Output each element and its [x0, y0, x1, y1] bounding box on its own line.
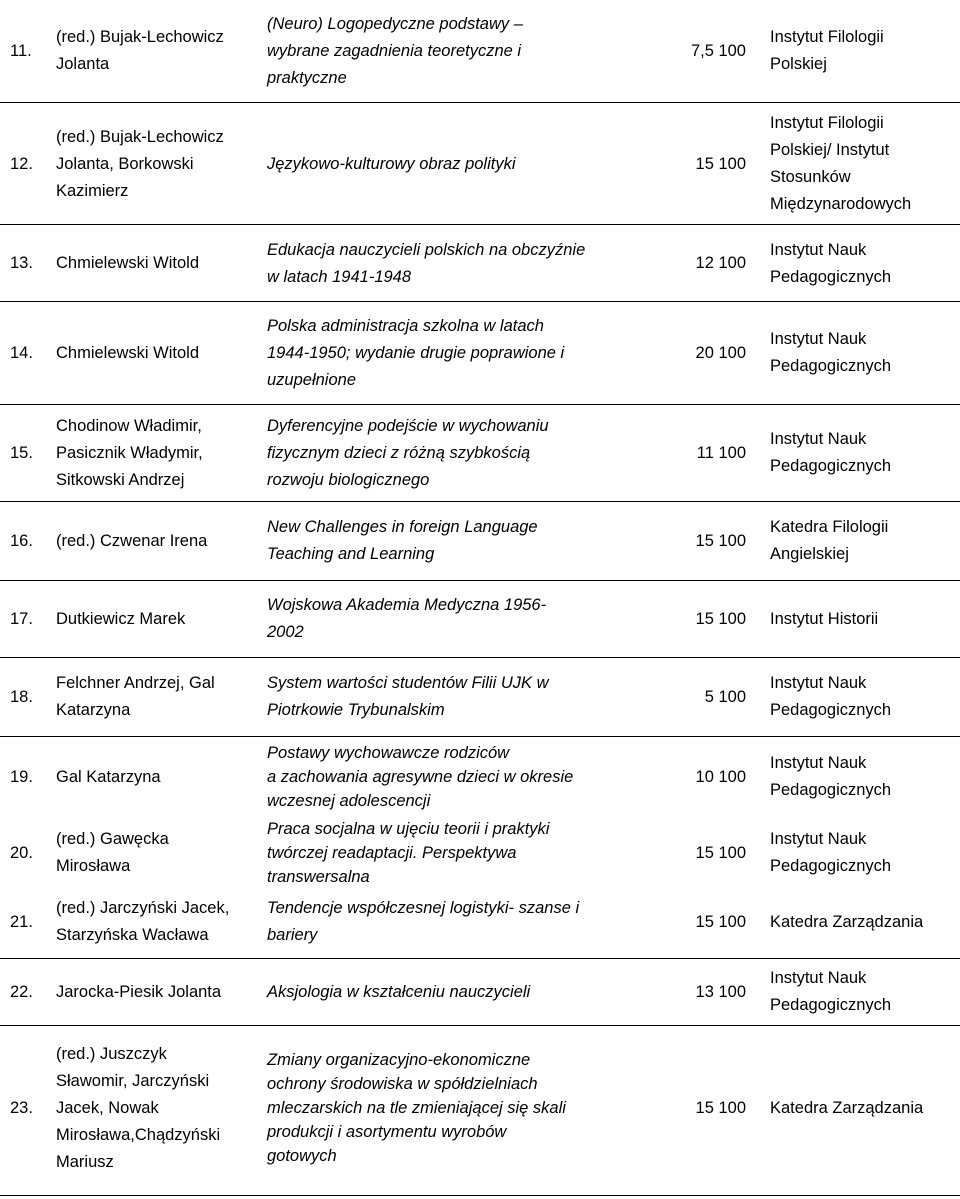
row-divider: [0, 501, 960, 502]
table-row: [0, 659, 960, 735]
table-row: [0, 105, 960, 223]
row-number: 14.: [10, 343, 33, 362]
row-divider: [0, 102, 960, 103]
table-row: [0, 739, 960, 815]
row-number: 18.: [10, 687, 33, 706]
institute-cell: Instytut Historii: [770, 609, 879, 628]
title-cell: Zmiany organizacyjno-ekonomiczne ochrony środowiska w spółdzielniach mleczarskich na tle zmieniającej się skali produkcji i asortymentu wyrobów gotowych: [267, 1051, 566, 1165]
author-cell: Chmielewski Witold: [56, 254, 200, 272]
title-cell: Postawy wychowawcze rodziców a zachowania agresywne dzieci w okresie wczesnej adolescencji: [267, 744, 574, 810]
sheets-copies-cell: 20 100: [695, 343, 746, 362]
title-cell: System wartości studentów Filii UJK w Piotrkowie Trybunalskim: [267, 674, 549, 719]
row-divider: [0, 224, 960, 225]
row-divider: [0, 580, 960, 581]
author-cell: Felchner Andrzej, Gal Katarzyna: [56, 674, 215, 719]
institute-cell: Instytut Nauk Pedagogicznych: [770, 969, 892, 1014]
author-cell: Chmielewski Witold: [56, 343, 200, 362]
author-cell: (red.) Gawęcka Mirosława: [56, 830, 169, 875]
title-cell: (Neuro) Logopedyczne podstawy – wybrane zagadnienia teoretyczne i praktyczne: [267, 14, 523, 87]
author-cell: Jarocka-Piesik Jolanta: [56, 982, 222, 1001]
sheets-copies-cell: 7,5 100: [690, 41, 746, 60]
author-cell: (red.) Bujak-Lechowicz Jolanta, Borkowski Kazimierz: [56, 127, 224, 200]
sheets-copies-cell: 15 100: [695, 1098, 746, 1117]
row-number: 15.: [10, 443, 33, 462]
sheets-copies-cell: 10 100: [695, 767, 746, 786]
row-divider: [0, 404, 960, 405]
row-number: 12.: [10, 154, 33, 173]
row-divider: [0, 657, 960, 658]
table-row: [0, 226, 960, 301]
sheets-copies-cell: 15 100: [695, 912, 746, 931]
institute-cell: Instytut Nauk Pedagogicznych: [770, 674, 892, 719]
author-cell: (red.) Bujak-Lechowicz Jolanta: [56, 28, 224, 73]
author-cell: Dutkiewicz Marek: [56, 609, 186, 628]
institute-cell: Instytut Nauk Pedagogicznych: [770, 240, 892, 286]
sheets-copies-cell: 15 100: [695, 154, 746, 173]
author-cell: (red.) Juszczyk Sławomir, Jarczyński Jacek, Nowak Mirosława,Chądzyński Mariusz: [56, 1044, 221, 1171]
title-cell: Wojskowa Akademia Medyczna 1956- 2002: [267, 596, 547, 641]
title-cell: Praca socjalna w ujęciu teorii i praktyki twórczej readaptacji. Perspektywa transwersalna: [267, 820, 550, 886]
row-divider: [0, 1025, 960, 1026]
table-row: [0, 891, 960, 953]
row-divider: [0, 958, 960, 959]
row-number: 19.: [10, 767, 33, 786]
institute-cell: Katedra Zarządzania: [770, 912, 924, 931]
table-row: [0, 303, 960, 403]
table-row: [0, 1028, 960, 1188]
author-cell: (red.) Czwenar Irena: [56, 531, 208, 550]
table-row: [0, 503, 960, 579]
row-divider: [0, 736, 960, 737]
title-cell: Edukacja nauczycieli polskich na obczyźnie w latach 1941-1948: [267, 240, 586, 286]
table-row: [0, 960, 960, 1024]
table-row: [0, 815, 960, 891]
row-number: 13.: [10, 254, 33, 272]
author-cell: Chodinow Władimir, Pasicznik Władymir, Sitkowski Andrzej: [56, 416, 203, 489]
title-cell: New Challenges in foreign Language Teaching and Learning: [267, 518, 538, 563]
institute-cell: Katedra Filologii Angielskiej: [770, 518, 889, 563]
institute-cell: Instytut Nauk Pedagogicznych: [770, 754, 892, 799]
author-cell: Gal Katarzyna: [56, 767, 161, 786]
title-cell: Językowo-kulturowy obraz polityki: [267, 154, 516, 173]
row-divider: [0, 1195, 960, 1196]
title-cell: Polska administracja szkolna w latach 1944-1950; wydanie drugie poprawione i uzupełnione: [267, 316, 565, 389]
institute-cell: Instytut Filologii Polskiej/ Instytut Stosunków Międzynarodowych: [770, 114, 912, 213]
sheets-copies-cell: 12 100: [695, 254, 746, 272]
institute-cell: Instytut Nauk Pedagogicznych: [770, 430, 892, 475]
row-number: 21.: [10, 912, 33, 931]
row-number: 16.: [10, 531, 33, 550]
row-number: 17.: [10, 609, 33, 628]
row-number: 22.: [10, 982, 33, 1001]
author-cell: (red.) Jarczyński Jacek, Starzyńska Wacława: [56, 899, 230, 944]
sheets-copies-cell: 15 100: [695, 531, 746, 550]
sheets-copies-cell: 13 100: [695, 982, 746, 1001]
title-cell: Tendencje współczesnej logistyki- szanse i bariery: [267, 899, 580, 944]
institute-cell: Instytut Filologii Polskiej: [770, 28, 884, 73]
sheets-copies-cell: 15 100: [695, 843, 746, 862]
row-number: 20.: [10, 843, 33, 862]
table-row: [0, 582, 960, 656]
table-row: [0, 0, 960, 102]
institute-cell: Instytut Nauk Pedagogicznych: [770, 830, 892, 875]
title-cell: Aksjologia w kształceniu nauczycieli: [267, 982, 531, 1001]
sheets-copies-cell: 15 100: [695, 609, 746, 628]
institute-cell: Instytut Nauk Pedagogicznych: [770, 330, 892, 375]
institute-cell: Katedra Zarządzania: [770, 1098, 924, 1117]
row-number: 23.: [10, 1098, 33, 1117]
table-row: [0, 406, 960, 500]
row-divider: [0, 301, 960, 302]
sheets-copies-cell: 11 100: [696, 443, 746, 462]
title-cell: Dyferencyjne podejście w wychowaniu fizycznym dzieci z różną szybkością rozwoju biologicznego: [267, 416, 549, 489]
row-number: 11.: [10, 41, 32, 60]
sheets-copies-cell: 5 100: [704, 687, 746, 706]
